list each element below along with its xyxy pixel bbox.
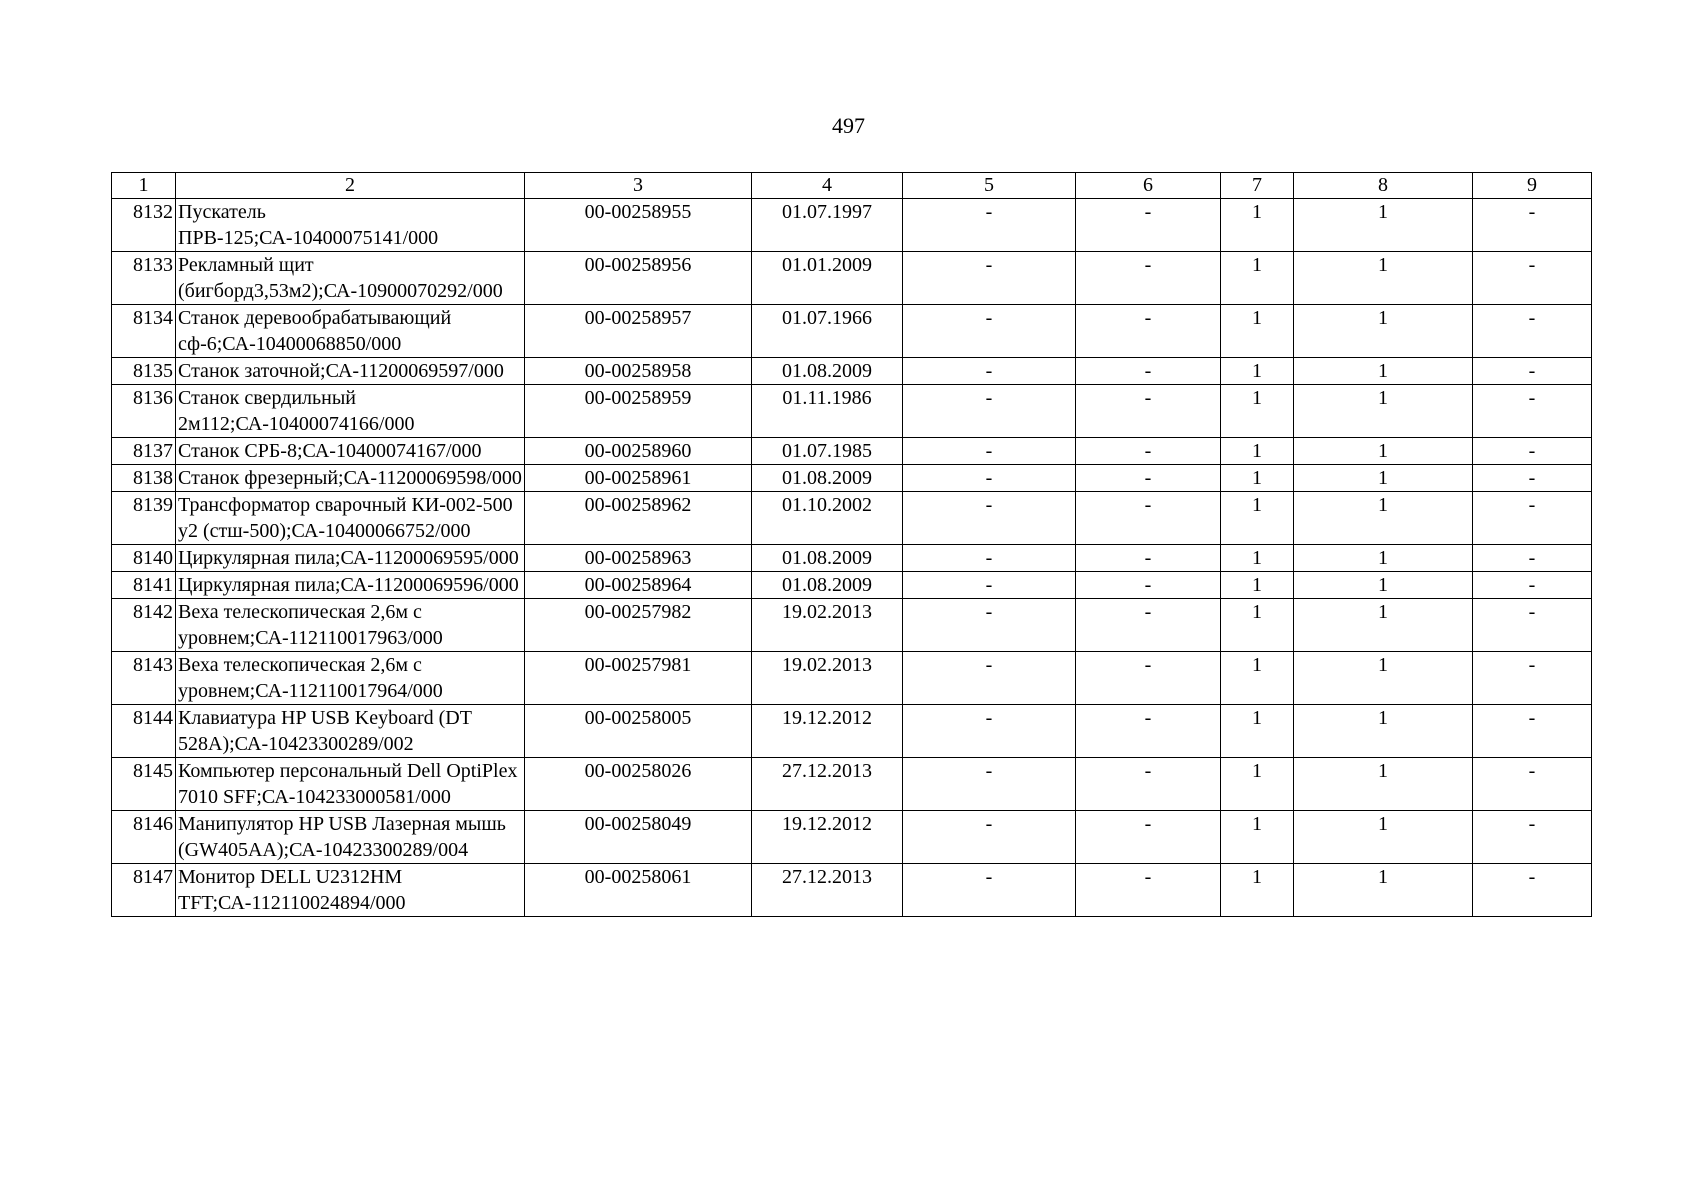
column-7-cell: 1	[1221, 252, 1294, 305]
item-name: Циркулярная пила;СА-11200069595/000	[176, 545, 525, 572]
date-cell: 01.07.1966	[752, 305, 903, 358]
inventory-code: 00-00257982	[525, 599, 752, 652]
column-7-cell: 1	[1221, 811, 1294, 864]
item-name: Станок свердильный 2м112;СА-10400074166/000	[176, 385, 525, 438]
item-name: Станок заточной;СА-11200069597/000	[176, 358, 525, 385]
column-5-cell: -	[903, 385, 1076, 438]
column-6-cell: -	[1076, 572, 1221, 599]
column-8-cell: 1	[1294, 492, 1473, 545]
column-7-cell: 1	[1221, 545, 1294, 572]
column-6-cell: -	[1076, 864, 1221, 917]
column-9-cell: -	[1473, 385, 1592, 438]
table-row	[112, 199, 1592, 252]
row-number: 8132	[112, 199, 176, 252]
column-5-cell: -	[903, 599, 1076, 652]
column-header: 8	[1294, 173, 1473, 199]
column-5-cell: -	[903, 545, 1076, 572]
table-row	[112, 758, 1592, 811]
column-9-cell: -	[1473, 572, 1592, 599]
column-6-cell: -	[1076, 492, 1221, 545]
inventory-code: 00-00258964	[525, 572, 752, 599]
column-8-cell: 1	[1294, 199, 1473, 252]
column-9-cell: -	[1473, 438, 1592, 465]
inventory-code: 00-00258962	[525, 492, 752, 545]
item-name: Компьютер персональный Dell OptiPlex 7010 SFF;СА-104233000581/000	[176, 758, 525, 811]
item-name: Веха телескопическая 2,6м с уровнем;СА-112110017963/000	[176, 599, 525, 652]
column-9-cell: -	[1473, 305, 1592, 358]
column-7-cell: 1	[1221, 358, 1294, 385]
date-cell: 01.10.2002	[752, 492, 903, 545]
column-8-cell: 1	[1294, 385, 1473, 438]
row-number: 8136	[112, 385, 176, 438]
column-6-cell: -	[1076, 465, 1221, 492]
row-number: 8144	[112, 705, 176, 758]
column-8-cell: 1	[1294, 252, 1473, 305]
column-8-cell: 1	[1294, 599, 1473, 652]
column-7-cell: 1	[1221, 492, 1294, 545]
date-cell: 19.02.2013	[752, 599, 903, 652]
date-cell: 01.07.1997	[752, 199, 903, 252]
column-8-cell: 1	[1294, 758, 1473, 811]
item-name: Циркулярная пила;СА-11200069596/000	[176, 572, 525, 599]
column-7-cell: 1	[1221, 652, 1294, 705]
inventory-code: 00-00258955	[525, 199, 752, 252]
item-name: Рекламный щит (бигборд3,53м2);СА-10900070292/000	[176, 252, 525, 305]
column-5-cell: -	[903, 199, 1076, 252]
column-6-cell: -	[1076, 358, 1221, 385]
table-row	[112, 572, 1592, 599]
column-9-cell: -	[1473, 252, 1592, 305]
column-6-cell: -	[1076, 438, 1221, 465]
column-header: 6	[1076, 173, 1221, 199]
row-number: 8147	[112, 864, 176, 917]
column-header: 3	[525, 173, 752, 199]
inventory-code: 00-00258061	[525, 864, 752, 917]
column-5-cell: -	[903, 758, 1076, 811]
table-body	[112, 199, 1592, 917]
date-cell: 19.12.2012	[752, 705, 903, 758]
column-9-cell: -	[1473, 811, 1592, 864]
inventory-code: 00-00258049	[525, 811, 752, 864]
column-7-cell: 1	[1221, 385, 1294, 438]
column-5-cell: -	[903, 438, 1076, 465]
inventory-code: 00-00258958	[525, 358, 752, 385]
table-row	[112, 811, 1592, 864]
date-cell: 01.08.2009	[752, 465, 903, 492]
table-row	[112, 305, 1592, 358]
inventory-code: 00-00258005	[525, 705, 752, 758]
date-cell: 01.08.2009	[752, 572, 903, 599]
date-cell: 19.12.2012	[752, 811, 903, 864]
column-5-cell: -	[903, 811, 1076, 864]
row-number: 8133	[112, 252, 176, 305]
item-name: Трансформатор сварочный КИ-002-500 у2 (стш-500);СА-10400066752/000	[176, 492, 525, 545]
date-cell: 01.01.2009	[752, 252, 903, 305]
table-row	[112, 545, 1592, 572]
column-header: 5	[903, 173, 1076, 199]
table-header-row	[112, 173, 1592, 199]
column-9-cell: -	[1473, 358, 1592, 385]
column-5-cell: -	[903, 864, 1076, 917]
date-cell: 01.11.1986	[752, 385, 903, 438]
inventory-table	[111, 172, 1592, 917]
column-6-cell: -	[1076, 811, 1221, 864]
column-7-cell: 1	[1221, 438, 1294, 465]
column-8-cell: 1	[1294, 465, 1473, 492]
row-number: 8139	[112, 492, 176, 545]
column-5-cell: -	[903, 572, 1076, 599]
row-number: 8135	[112, 358, 176, 385]
column-5-cell: -	[903, 705, 1076, 758]
row-number: 8146	[112, 811, 176, 864]
item-name: Станок деревообрабатывающий сф-6;СА-10400068850/000	[176, 305, 525, 358]
item-name: Станок фрезерный;СА-11200069598/000	[176, 465, 525, 492]
date-cell: 01.08.2009	[752, 358, 903, 385]
page-number: 497	[832, 113, 865, 138]
column-8-cell: 1	[1294, 705, 1473, 758]
table-row	[112, 465, 1592, 492]
item-name: Пускатель ПРВ-125;СА-10400075141/000	[176, 199, 525, 252]
column-9-cell: -	[1473, 199, 1592, 252]
date-cell: 01.07.1985	[752, 438, 903, 465]
row-number: 8141	[112, 572, 176, 599]
column-9-cell: -	[1473, 492, 1592, 545]
column-6-cell: -	[1076, 199, 1221, 252]
inventory-code: 00-00258959	[525, 385, 752, 438]
table-row	[112, 385, 1592, 438]
inventory-code: 00-00258960	[525, 438, 752, 465]
column-5-cell: -	[903, 465, 1076, 492]
table-row	[112, 652, 1592, 705]
column-8-cell: 1	[1294, 358, 1473, 385]
column-header: 9	[1473, 173, 1592, 199]
column-8-cell: 1	[1294, 305, 1473, 358]
column-9-cell: -	[1473, 652, 1592, 705]
table-row	[112, 358, 1592, 385]
column-5-cell: -	[903, 252, 1076, 305]
column-9-cell: -	[1473, 758, 1592, 811]
date-cell: 01.08.2009	[752, 545, 903, 572]
inventory-code: 00-00257981	[525, 652, 752, 705]
column-7-cell: 1	[1221, 864, 1294, 917]
item-name: Станок СРБ-8;СА-10400074167/000	[176, 438, 525, 465]
column-7-cell: 1	[1221, 705, 1294, 758]
row-number: 8134	[112, 305, 176, 358]
row-number: 8140	[112, 545, 176, 572]
column-header: 4	[752, 173, 903, 199]
column-header: 1	[112, 173, 176, 199]
date-cell: 27.12.2013	[752, 758, 903, 811]
inventory-code: 00-00258961	[525, 465, 752, 492]
column-7-cell: 1	[1221, 465, 1294, 492]
column-6-cell: -	[1076, 652, 1221, 705]
date-cell: 27.12.2013	[752, 864, 903, 917]
column-7-cell: 1	[1221, 758, 1294, 811]
date-cell: 19.02.2013	[752, 652, 903, 705]
column-header: 7	[1221, 173, 1294, 199]
column-5-cell: -	[903, 358, 1076, 385]
column-9-cell: -	[1473, 864, 1592, 917]
item-name: Клавиатура HP USB Keyboard (DT 528A);СА-10423300289/002	[176, 705, 525, 758]
column-7-cell: 1	[1221, 305, 1294, 358]
row-number: 8138	[112, 465, 176, 492]
column-6-cell: -	[1076, 705, 1221, 758]
column-8-cell: 1	[1294, 811, 1473, 864]
table-row	[112, 252, 1592, 305]
item-name: Веха телескопическая 2,6м с уровнем;СА-112110017964/000	[176, 652, 525, 705]
table-row	[112, 864, 1592, 917]
column-5-cell: -	[903, 492, 1076, 545]
table-row	[112, 705, 1592, 758]
column-6-cell: -	[1076, 252, 1221, 305]
column-6-cell: -	[1076, 305, 1221, 358]
item-name: Манипулятор HP USB Лазерная мышь (GW405AA);СА-10423300289/004	[176, 811, 525, 864]
column-8-cell: 1	[1294, 438, 1473, 465]
table-row	[112, 492, 1592, 545]
row-number: 8137	[112, 438, 176, 465]
column-6-cell: -	[1076, 545, 1221, 572]
row-number: 8142	[112, 599, 176, 652]
column-8-cell: 1	[1294, 572, 1473, 599]
column-8-cell: 1	[1294, 652, 1473, 705]
column-9-cell: -	[1473, 599, 1592, 652]
column-8-cell: 1	[1294, 864, 1473, 917]
column-9-cell: -	[1473, 465, 1592, 492]
column-6-cell: -	[1076, 758, 1221, 811]
inventory-code: 00-00258026	[525, 758, 752, 811]
column-9-cell: -	[1473, 705, 1592, 758]
item-name: Монитор DELL U2312HM TFT;СА-112110024894/000	[176, 864, 525, 917]
column-5-cell: -	[903, 305, 1076, 358]
column-9-cell: -	[1473, 545, 1592, 572]
column-8-cell: 1	[1294, 545, 1473, 572]
column-5-cell: -	[903, 652, 1076, 705]
column-6-cell: -	[1076, 599, 1221, 652]
inventory-code: 00-00258963	[525, 545, 752, 572]
column-7-cell: 1	[1221, 572, 1294, 599]
column-6-cell: -	[1076, 385, 1221, 438]
inventory-code: 00-00258956	[525, 252, 752, 305]
row-number: 8143	[112, 652, 176, 705]
column-7-cell: 1	[1221, 599, 1294, 652]
row-number: 8145	[112, 758, 176, 811]
column-7-cell: 1	[1221, 199, 1294, 252]
table-row	[112, 438, 1592, 465]
table-row	[112, 599, 1592, 652]
column-header: 2	[176, 173, 525, 199]
inventory-code: 00-00258957	[525, 305, 752, 358]
